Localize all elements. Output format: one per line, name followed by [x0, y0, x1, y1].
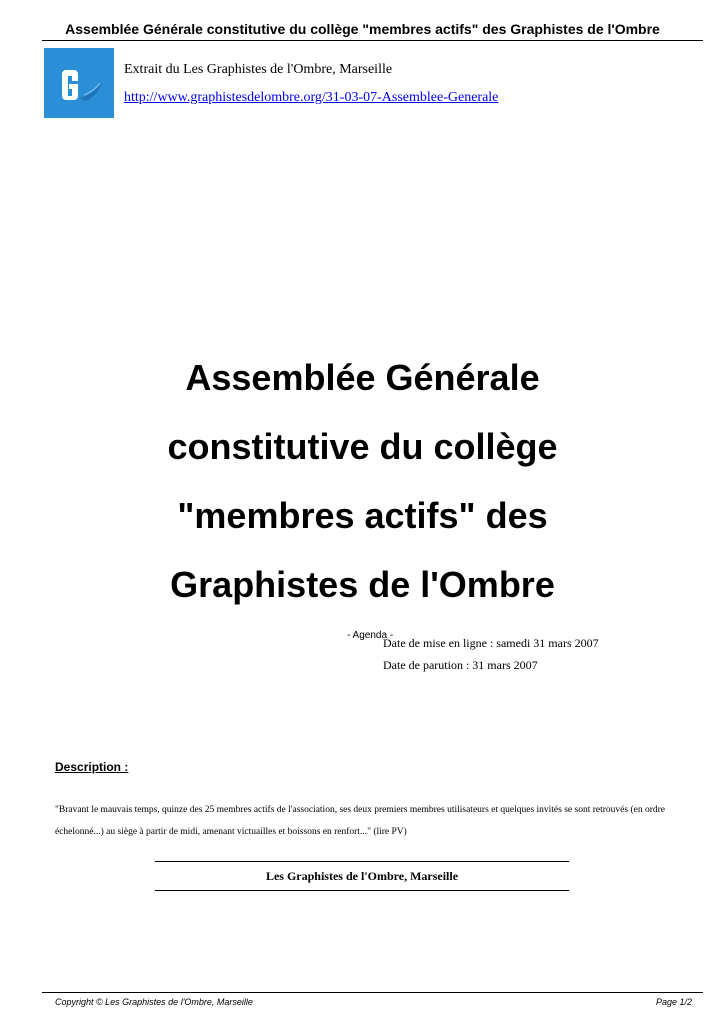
site-name: Les Graphistes de l'Ombre, Marseille: [265, 868, 459, 883]
article-title: [100, 343, 625, 619]
g-logo-icon: [44, 48, 114, 118]
copyright-text: Copyright © Les Graphistes de l'Ombre, Marseille: [55, 997, 253, 1007]
header-divider: [42, 40, 703, 41]
site-name-block: [155, 861, 569, 891]
page-header-title: Assemblée Générale constitutive du collège "membres actifs" des Graphistes de l'Ombre: [65, 21, 660, 37]
article-title-line: Graphistes de l'Ombre: [170, 564, 555, 605]
footer-divider: [42, 992, 703, 993]
source-extract-line: Extrait du Les Graphistes de l'Ombre, Marseille: [124, 62, 393, 77]
page-number: Page 1/2: [655, 997, 692, 1007]
article-category: - Agenda -: [347, 630, 394, 641]
description-heading: Description :: [55, 760, 129, 774]
article-title-line: Assemblée Générale: [185, 357, 540, 398]
source-url-link[interactable]: http://www.graphistesdelombre.org/31-03-07-Assemblee-Generale: [124, 90, 499, 105]
description-text: "Bravant le mauvais temps, quinze des 25 membres actifs de l'association, ses deux premiers membres utilisateurs et quelques invités se sont retrouvés (en ordre échelonné...) au siège à partir de midi, amenant victuailles et boissons en renfort..." (lire PV): [55, 805, 665, 837]
date-online: Date de mise en ligne : samedi 31 mars 2007: [383, 636, 599, 650]
date-publication: Date de parution : 31 mars 2007: [383, 658, 538, 672]
article-title-line: constitutive du collège: [167, 426, 558, 467]
site-logo: [44, 48, 114, 118]
article-title-line: "membres actifs" des: [177, 495, 548, 536]
